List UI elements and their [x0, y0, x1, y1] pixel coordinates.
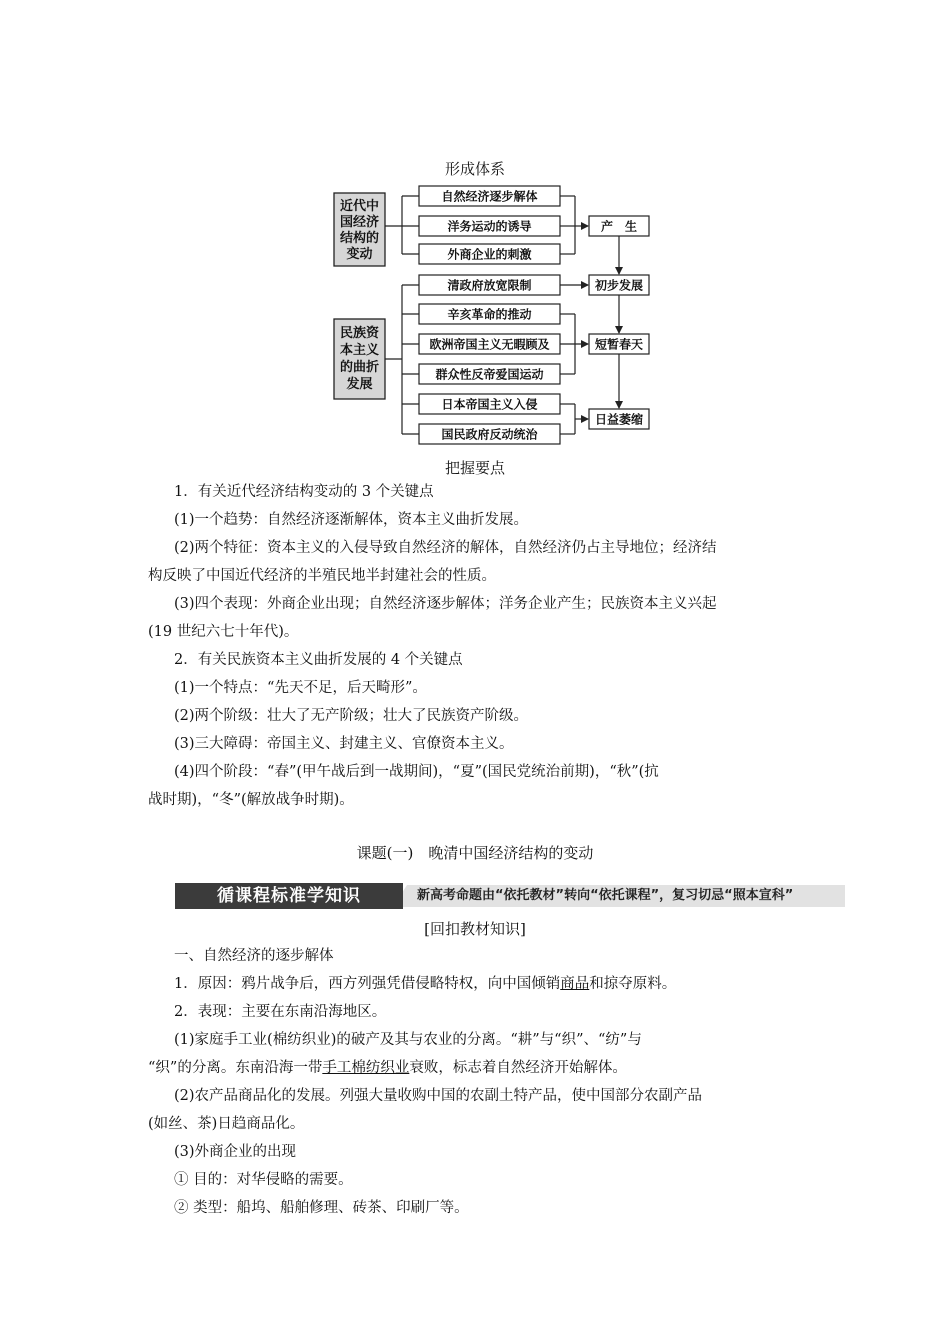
section-b-line: 民族资: [339, 326, 380, 341]
section-a-line: 近代中: [339, 199, 380, 214]
factor-label: 辛亥革命的推动: [447, 307, 532, 322]
factor-label: 欧洲帝国主义无暇顾及: [429, 337, 550, 352]
paragraph: 构反映了中国近代经济的半殖民地半封建社会的性质。: [148, 568, 496, 584]
banner-subtitle: 新高考命题由“依托教材”转向“依托课程”，复习切忌“照本宣科”: [417, 888, 794, 903]
section-b-line: 发展: [346, 377, 373, 392]
banner-heading: 循课程标准学知识: [175, 883, 403, 909]
paragraph: ② 类型：船坞、船舶修理、砖茶、印刷厂等。: [174, 1200, 469, 1216]
section-b-line: 本主义: [339, 343, 380, 358]
paragraph: (2)农产品商品化的发展。列强大量收购中国的农副土特产品，使中国部分农副产品: [174, 1088, 703, 1104]
key-points-title: 把握要点: [444, 459, 505, 477]
structure-diagram: [0, 178, 950, 478]
paragraph: (1)家庭手工业(棉纺织业)的破产及其与农业的分离。“耕”与“织”、“纺”与: [174, 1032, 642, 1048]
paragraph: (2)两个阶级：壮大了无产阶级；壮大了民族资产阶级。: [174, 708, 529, 724]
factor-label: 群众性反帝爱国运动: [435, 367, 544, 382]
factor-label: 自然经济逐步解体: [441, 189, 538, 204]
stage-label: 初步发展: [594, 278, 644, 293]
paragraph: 1．有关近代经济结构变动的 3 个关键点: [174, 484, 434, 500]
section-banner: [175, 883, 845, 909]
paragraph: (3)四个表现：外商企业出现；自然经济逐步解体；洋务企业产生；民族资本主义兴起: [174, 596, 717, 612]
section-a-line: 变动: [346, 247, 373, 262]
review-title: [回扣教材知识]: [424, 920, 526, 938]
paragraph: ① 目的：对华侵略的需要。: [174, 1172, 353, 1188]
paragraph: 一、自然经济的逐步解体: [174, 948, 334, 964]
paragraph: (如丝、茶)日趋商品化。: [148, 1116, 305, 1132]
paragraph: [148, 1058, 808, 1078]
paragraph: (2)两个特征：资本主义的入侵导致自然经济的解体，自然经济仍占主导地位；经济结: [174, 540, 717, 556]
paragraph: (4)四个阶段：“春”(甲午战后到一战期间)，“夏”(国民党统治前期)，“秋”(抗: [174, 764, 659, 780]
section-a-line: 国经济: [339, 215, 380, 230]
factor-label: 洋务运动的诱导: [447, 219, 532, 234]
factor-label: 国民政府反动统治: [441, 427, 538, 442]
underlined-term: 商品: [560, 976, 590, 992]
section-a-line: 结构的: [339, 231, 380, 246]
underlined-term: 手工棉纺织业: [322, 1060, 410, 1076]
factor-label: 外商企业的刺激: [447, 247, 532, 262]
paragraph: [148, 974, 834, 994]
stage-label: 短暂春天: [594, 337, 644, 352]
factor-label: 日本帝国主义入侵: [441, 397, 538, 412]
stage-label: 日益萎缩: [594, 412, 644, 427]
paragraph: 2．表现：主要在东南沿海地区。: [174, 1004, 387, 1020]
section-b-line: 的曲折: [339, 360, 380, 375]
paragraph: (1)一个特点：“先天不足，后天畸形”。: [174, 680, 427, 696]
text-run: 1．原因：鸦片战争后，西方列强凭借侵略特权，向中国倾销: [174, 976, 561, 992]
factor-label: 清政府放宽限制: [447, 278, 532, 293]
paragraph: (3)外商企业的出现: [174, 1144, 297, 1160]
paragraph: 2．有关民族资本主义曲折发展的 4 个关键点: [174, 652, 463, 668]
diagram-title: 形成体系: [444, 160, 505, 178]
lesson-title: 课题(一) 晚清中国经济结构的变动: [356, 844, 594, 862]
text-run: 衰败，标志着自然经济开始解体。: [409, 1060, 627, 1076]
text-run: “织”的分离。东南沿海一带: [148, 1060, 323, 1076]
paragraph: (3)三大障碍：帝国主义、封建主义、官僚资本主义。: [174, 736, 514, 752]
paragraph: (1)一个趋势：自然经济逐渐解体，资本主义曲折发展。: [174, 512, 529, 528]
text-run: 和掠夺原料。: [589, 976, 677, 992]
stage-label: 产 生: [600, 219, 638, 234]
paragraph: (19 世纪六七十年代)。: [148, 624, 299, 640]
paragraph: 战时期)，“冬”(解放战争时期)。: [148, 792, 354, 808]
